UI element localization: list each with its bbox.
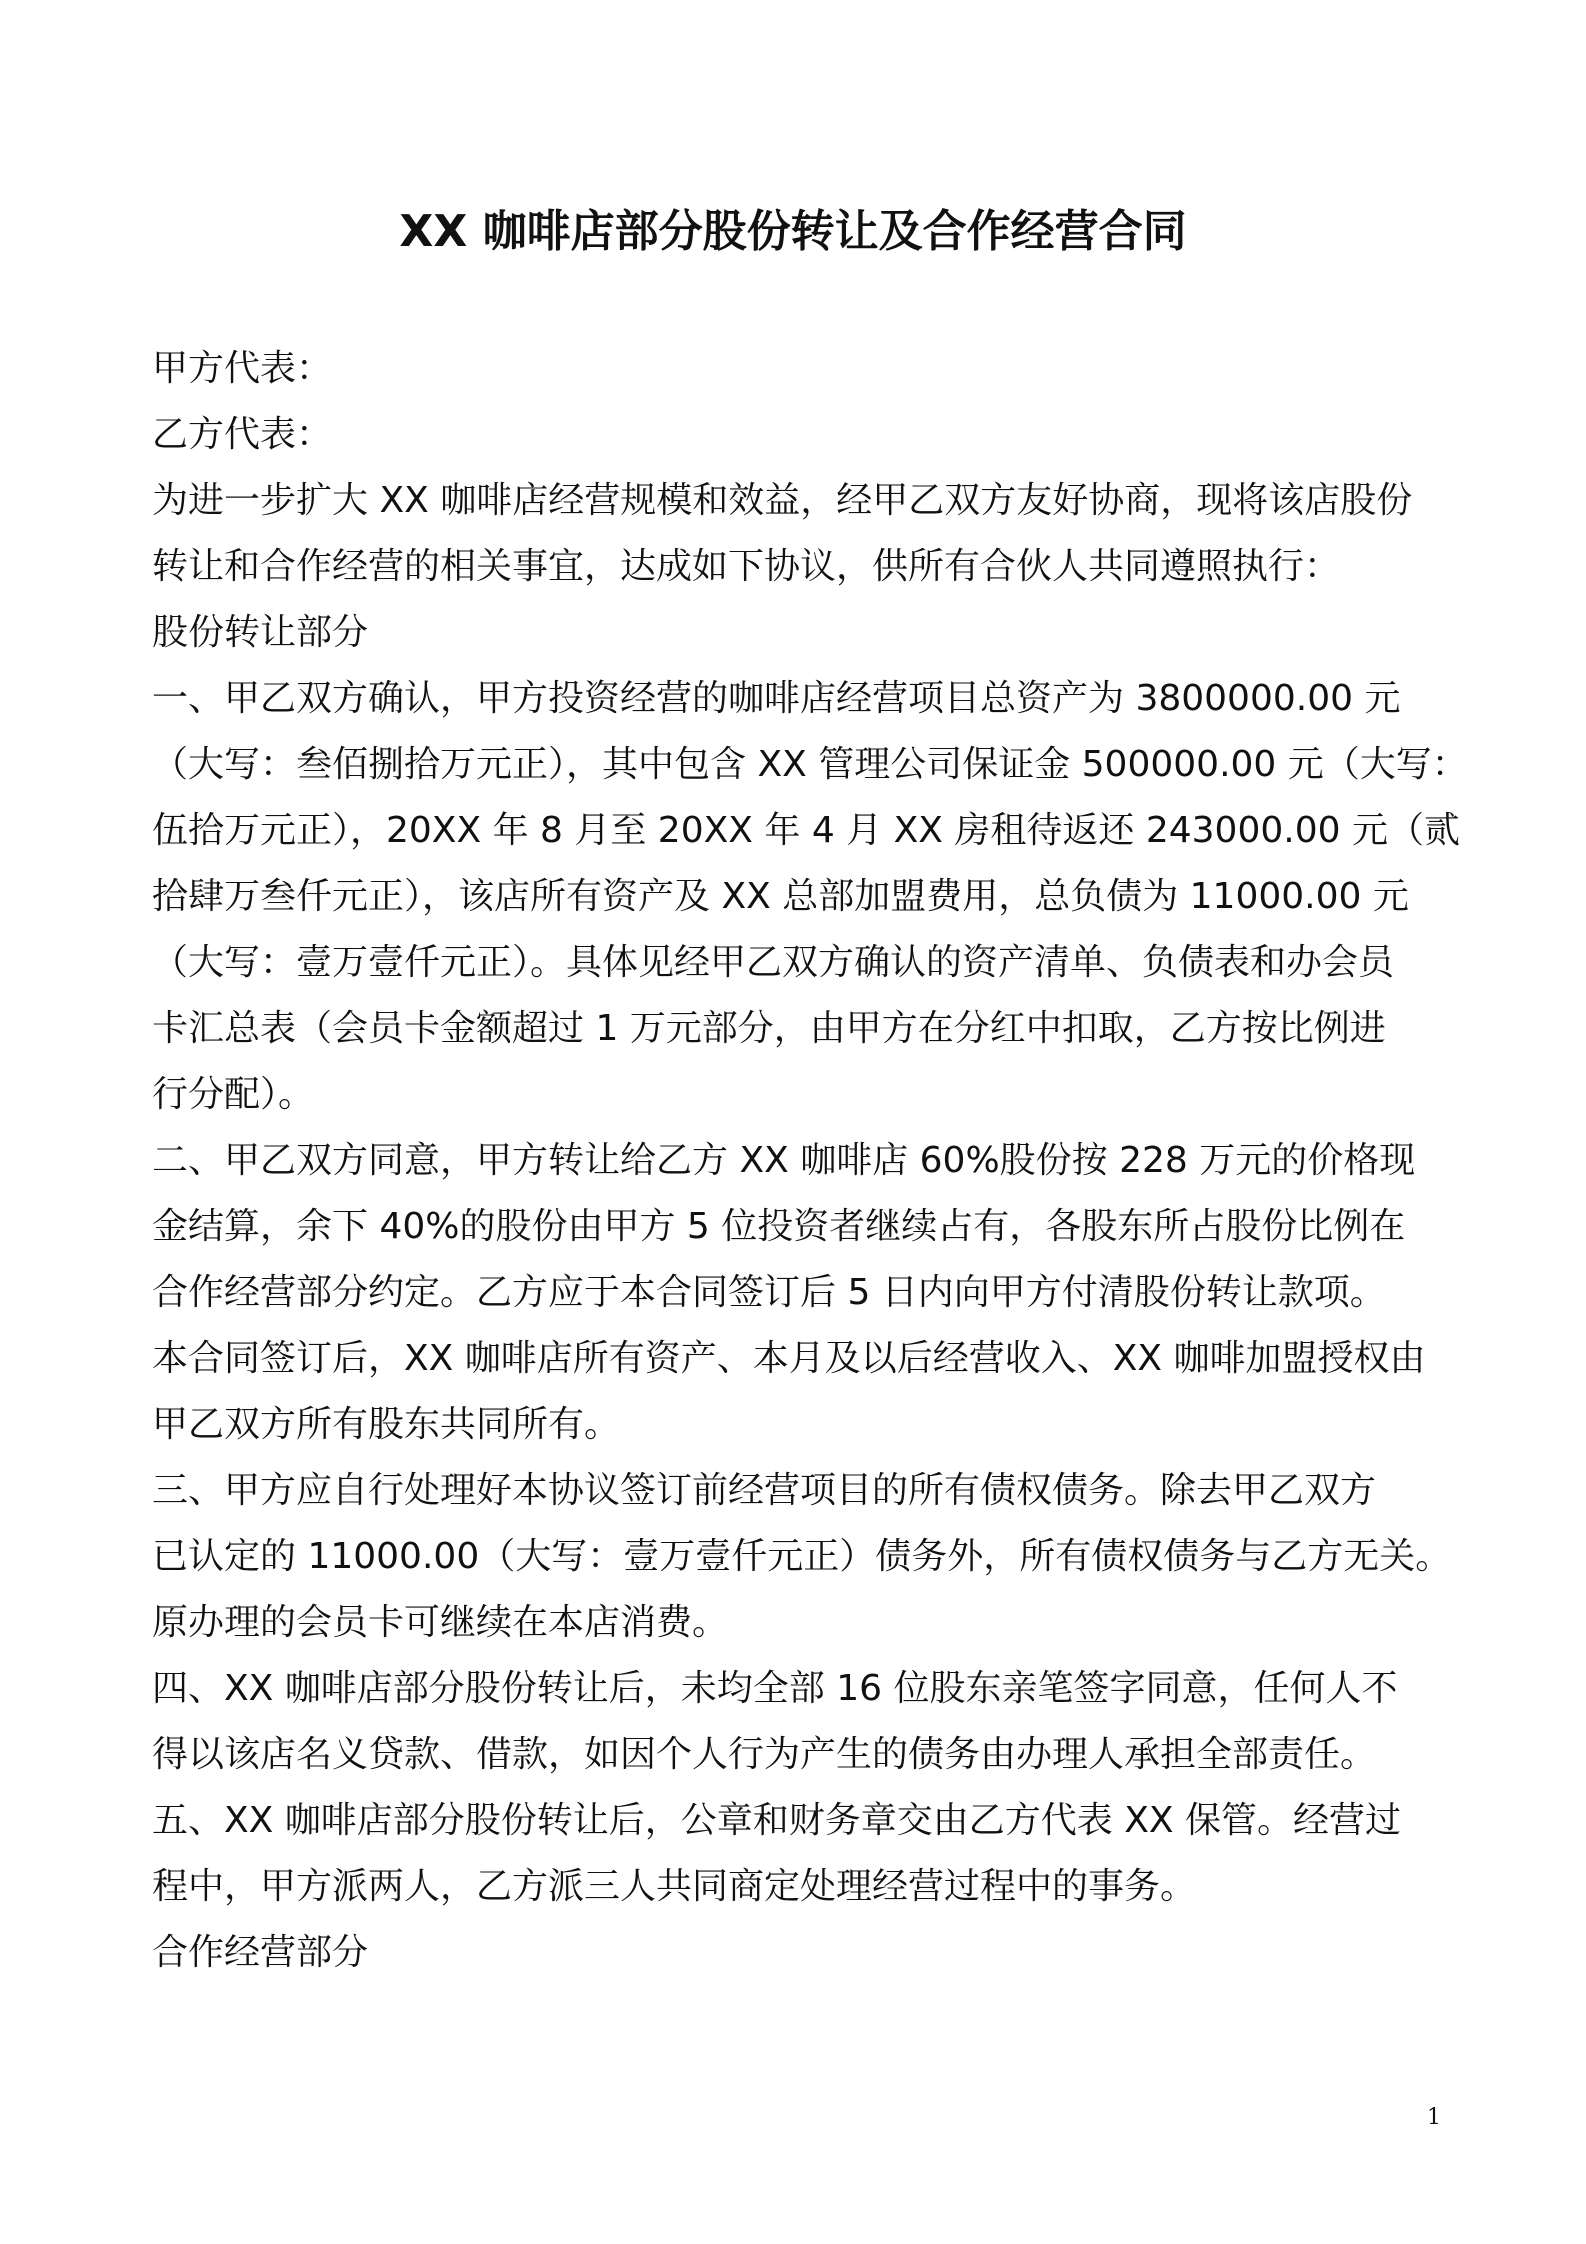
page-number: 1 xyxy=(1427,2105,1441,2130)
clause-five-line-1: 五、XX 咖啡店部分股份转让后，公章和财务章交由乙方代表 XX 保管。经营过 xyxy=(152,1800,1401,1841)
clause-two-line-4: 本合同签订后，XX 咖啡店所有资产、本月及以后经营收入、XX 咖啡加盟授权由 xyxy=(152,1338,1426,1379)
party-a-representative: 甲方代表： xyxy=(152,348,333,389)
section-heading-share-transfer: 股份转让部分 xyxy=(152,612,369,653)
clause-three-line-1: 三、甲方应自行处理好本协议签订前经营项目的所有债权债务。除去甲乙双方 xyxy=(152,1470,1377,1511)
clause-one-line-4: 拾肆万叁仟元正），该店所有资产及 XX 总部加盟费用，总负债为 11000.00 元 xyxy=(152,876,1409,917)
clause-three-line-3: 原办理的会员卡可继续在本店消费。 xyxy=(152,1602,729,1643)
clause-three-line-2: 已认定的 11000.00（大写：壹万壹仟元正）债务外，所有债权债务与乙方无关。 xyxy=(152,1536,1452,1577)
clause-one-line-5: （大写：壹万壹仟元正）。具体见经甲乙双方确认的资产清单、负债表和办会员 xyxy=(152,942,1395,983)
party-b-representative: 乙方代表： xyxy=(152,414,333,455)
clause-two-line-1: 二、甲乙双方同意，甲方转让给乙方 XX 咖啡店 60%股份按 228 万元的价格现 xyxy=(152,1140,1416,1181)
intro-line-1: 为进一步扩大 XX 咖啡店经营规模和效益，经甲乙双方友好协商，现将该店股份 xyxy=(152,480,1413,521)
clause-four-line-1: 四、XX 咖啡店部分股份转让后，未均全部 16 位股东亲笔签字同意，任何人不 xyxy=(152,1668,1398,1709)
document-title: XX 咖啡店部分股份转让及合作经营合同 xyxy=(399,206,1187,257)
intro-line-2: 转让和合作经营的相关事宜，达成如下协议，供所有合伙人共同遵照执行： xyxy=(152,546,1341,587)
clause-two-line-3: 合作经营部分约定。乙方应于本合同签订后 5 日内向甲方付清股份转让款项。 xyxy=(152,1272,1386,1313)
section-heading-cooperation: 合作经营部分 xyxy=(152,1932,369,1973)
clause-one-line-1: 一、甲乙双方确认，甲方投资经营的咖啡店经营项目总资产为 3800000.00 元 xyxy=(152,678,1401,719)
clause-five-line-2: 程中，甲方派两人，乙方派三人共同商定处理经营过程中的事务。 xyxy=(152,1866,1197,1907)
clause-two-line-5: 甲乙双方所有股东共同所有。 xyxy=(152,1404,621,1445)
clause-one-line-6: 卡汇总表（会员卡金额超过 1 万元部分，由甲方在分红中扣取，乙方按比例进 xyxy=(152,1008,1386,1049)
clause-one-line-7: 行分配）。 xyxy=(152,1074,315,1115)
clause-one-line-2: （大写：叁佰捌拾万元正），其中包含 XX 管理公司保证金 500000.00 元（大写： xyxy=(152,744,1468,785)
document-body xyxy=(152,336,1468,1986)
clause-two-line-2: 金结算，余下 40%的股份由甲方 5 位投资者继续占有，各股东所占股份比例在 xyxy=(152,1206,1406,1247)
clause-four-line-2: 得以该店名义贷款、借款，如因个人行为产生的债务由办理人承担全部责任。 xyxy=(152,1734,1377,1775)
clause-one-line-3: 伍拾万元正），20XX 年 8 月至 20XX 年 4 月 XX 房租待返还 243000.00 元（贰 xyxy=(152,810,1460,851)
